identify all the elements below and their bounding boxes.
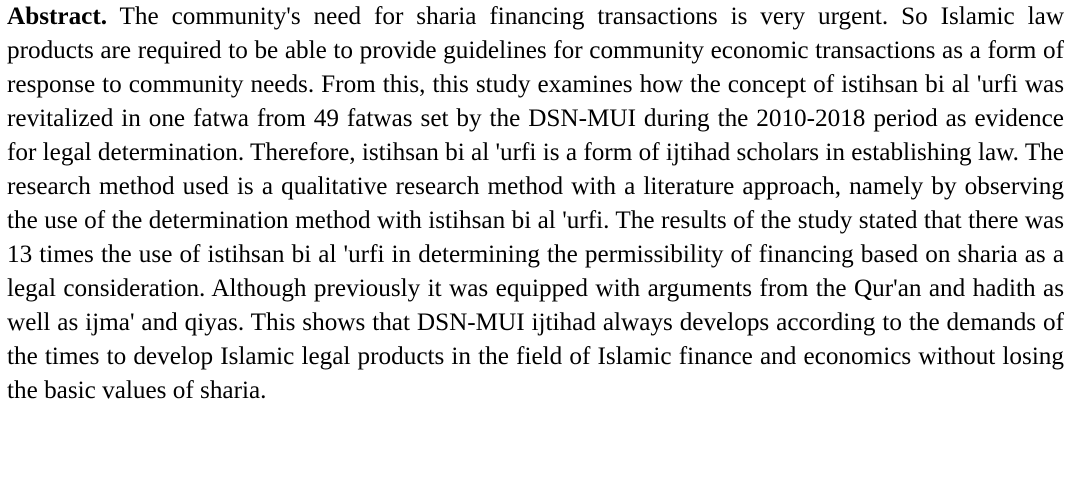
abstract-body: The community's need for sharia financing transactions is very urgent. So Islamic law products are required to be able to provide guidelines for community economic transactions as a form of response to community needs. From this, this study examines how the concept of istihsan bi al 'urfi was revitalized in one fatwa from 49 fatwas set by the DSN-MUI during the 2010-2018 period as evidence for legal determination. Therefore, istihsan bi al 'urfi is a form of ijtihad scholars in establishing law. The research method used is a qualitative research method with a literature approach, namely by observing the use of the determination method with istihsan bi al 'urfi. The results of the study stated that there was 13 times the use of istihsan bi al 'urfi in determining the permissibility of financing based on sharia as a legal consideration. Although previously it was equipped with arguments from the Qur'an and hadith as well as ijma' and qiyas. This shows that DSN-MUI ijtihad always develops according to the demands of the times to develop Islamic legal products in the field of Islamic finance and economics without losing the basic values of sharia. [7, 3, 1065, 404]
abstract-paragraph [7, 0, 1064, 408]
abstract-heading: Abstract. [7, 3, 108, 30]
